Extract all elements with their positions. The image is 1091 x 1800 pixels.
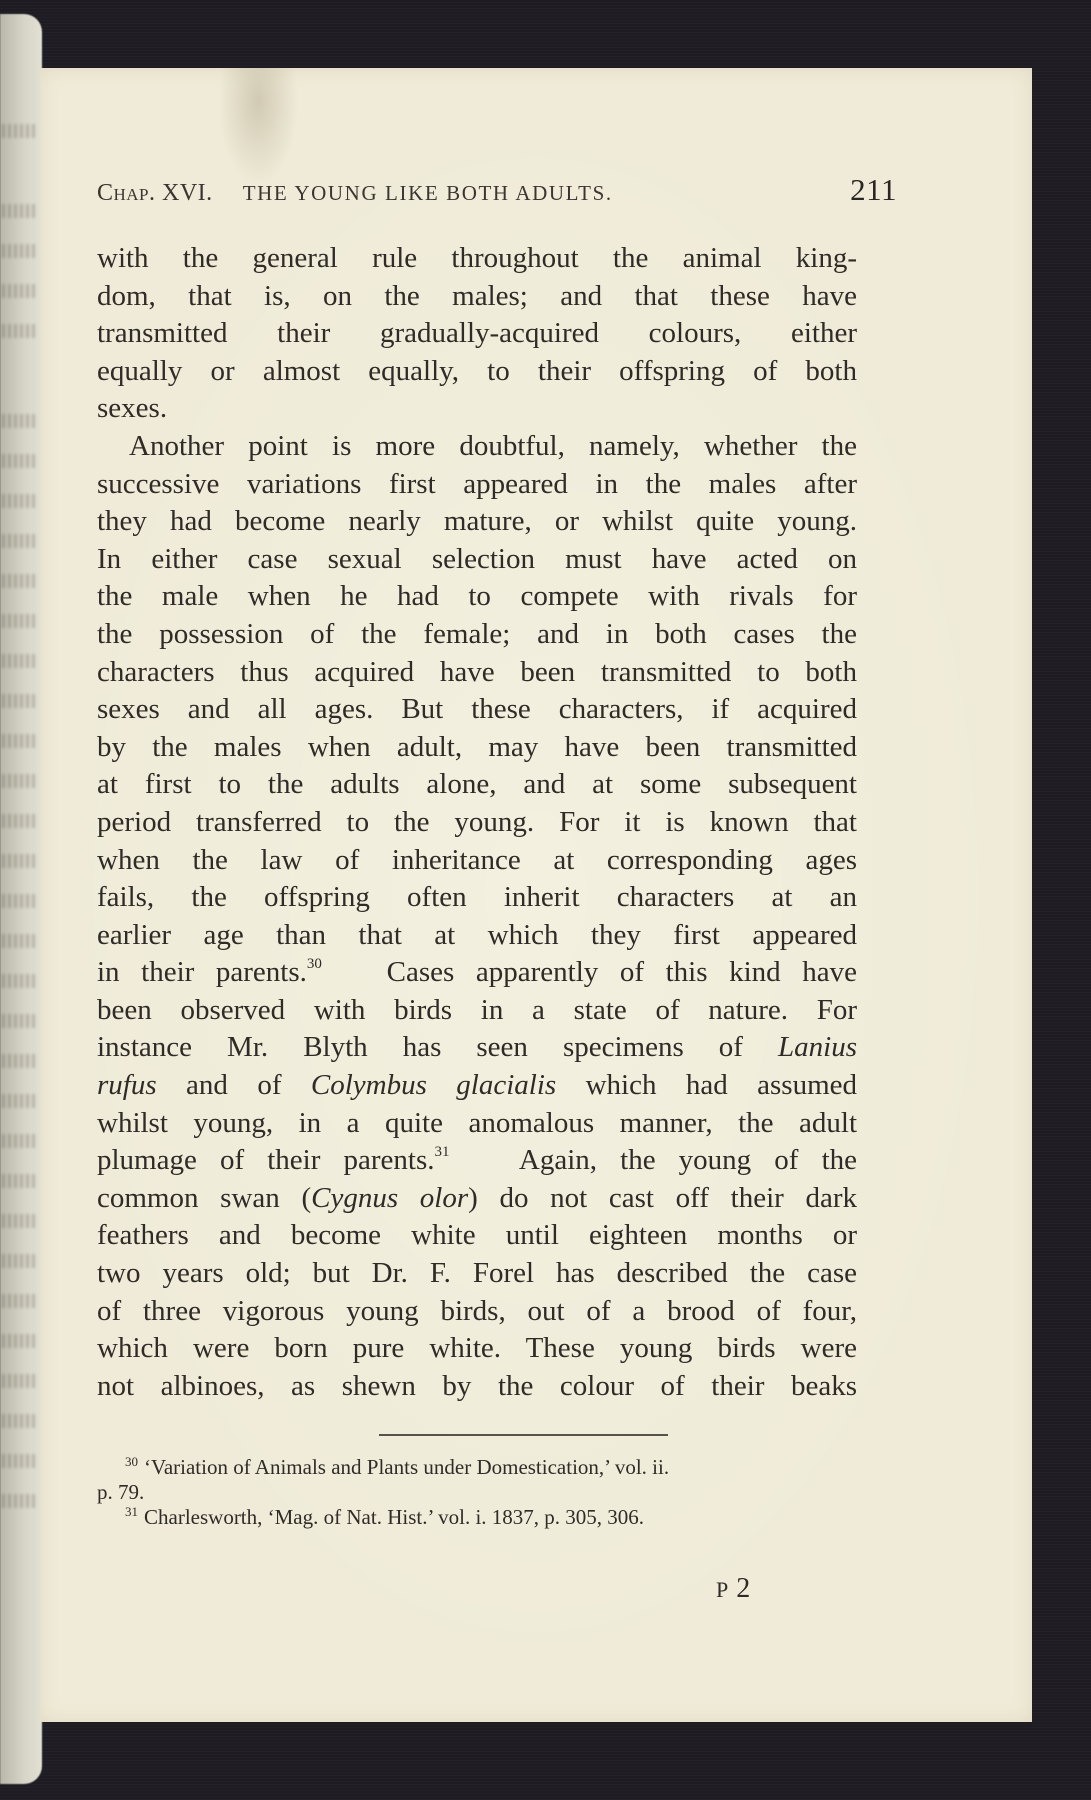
text-fragment: in their parents.	[97, 956, 307, 989]
text-line: they had become nearly mature, or whilst quite young.	[97, 505, 857, 538]
facing-page-ghost-text	[2, 454, 36, 468]
text-fragment: common swan (	[97, 1181, 312, 1214]
text-line	[97, 1067, 857, 1105]
facing-page-ghost-text	[2, 414, 36, 428]
text-line: sexes.	[97, 392, 168, 425]
text-fragment: which had assumed	[585, 1069, 858, 1102]
text-line: of three vigorous young birds, out of a brood of four,	[97, 1294, 857, 1327]
text-line	[97, 954, 857, 992]
text-line: whilst young, in a quite anomalous manner, the adult	[97, 1106, 857, 1139]
facing-page-ghost-text	[2, 1094, 36, 1108]
text-fragment: Cases apparently of this kind have	[386, 956, 858, 989]
text-line: In either case sexual selection must have acted on	[97, 542, 857, 575]
facing-page-ghost-text	[2, 284, 36, 298]
footnotes	[97, 1455, 867, 1530]
facing-page-ghost-text	[2, 534, 36, 548]
facing-page-ghost-text	[2, 1134, 36, 1148]
italic-species-name: Colymbus glacialis	[310, 1069, 557, 1102]
text-fragment: plumage of their parents.	[97, 1144, 435, 1177]
facing-page-ghost-text	[2, 124, 36, 138]
facing-page-ghost-text	[2, 1174, 36, 1188]
facing-page-ghost-text	[2, 774, 36, 788]
page-number: 211	[850, 172, 897, 207]
signature-number: 2	[736, 1573, 759, 1604]
facing-page-ghost-text	[2, 894, 36, 908]
facing-page-ghost-text	[2, 654, 36, 668]
facing-page-ghost-text	[2, 1454, 36, 1468]
text-line: earlier age than that at which they first appeared	[97, 918, 857, 951]
facing-page-ghost-text	[2, 204, 36, 218]
italic-species-name: rufus	[97, 1069, 157, 1102]
footnote-text: Charlesworth, ‘Mag. of Nat. Hist.’ vol. i. 1837, p. 305, 306.	[144, 1505, 645, 1529]
text-line: by the males when adult, may have been transmitted	[97, 730, 857, 763]
text-line: dom, that is, on the males; and that these have	[97, 279, 857, 312]
facing-page-ghost-text	[2, 1054, 36, 1068]
italic-species-name: Cygnus olor	[311, 1181, 469, 1214]
running-title: THE YOUNG LIKE BOTH ADULTS.	[242, 181, 613, 205]
footnote-number: 31	[125, 1504, 138, 1519]
footnote-text: ‘Variation of Animals and Plants under Domestication,’ vol. ii.	[144, 1455, 670, 1479]
text-line: transmitted their gradually-acquired colours, either	[97, 317, 857, 350]
facing-page-ghost-text	[2, 324, 36, 338]
text-line: the possession of the female; and in both cases the	[97, 617, 857, 650]
facing-page-ghost-text	[2, 934, 36, 948]
footnote-30	[97, 1455, 867, 1480]
text-line: not albinoes, as shewn by the colour of their beaks	[97, 1369, 857, 1402]
text-line	[97, 1142, 857, 1180]
facing-page-ghost-text	[2, 734, 36, 748]
text-line: Another point is more doubtful, namely, whether the	[129, 429, 857, 462]
facing-page-ghost-text	[2, 1014, 36, 1028]
facing-page-ghost-text	[2, 1254, 36, 1268]
body-text	[97, 240, 857, 1405]
running-head	[97, 172, 897, 206]
footnote-divider	[379, 1434, 668, 1436]
italic-species-name: Lanius	[778, 1031, 857, 1064]
text-fragment: and of	[186, 1069, 282, 1102]
text-line: sexes and all ages. But these characters, if acquired	[97, 693, 857, 726]
text-line: characters thus acquired have been transmitted to both	[97, 655, 857, 688]
facing-page-ghost-text	[2, 974, 36, 988]
book-page	[40, 68, 1032, 1722]
text-line: equally or almost equally, to their offspring of both	[97, 354, 857, 387]
text-line: at first to the adults alone, and at some subsequent	[97, 768, 857, 801]
text-line: successive variations first appeared in the males after	[97, 467, 857, 500]
facing-page-ghost-text	[2, 494, 36, 508]
footnote-ref-30[interactable]: 30	[306, 956, 322, 973]
text-line	[97, 1029, 857, 1067]
facing-page-ghost-text	[2, 1414, 36, 1428]
text-line: which were born pure white. These young birds were	[97, 1332, 857, 1365]
text-fragment: ) do not cast off their dark	[468, 1181, 857, 1214]
text-line: fails, the offspring often inherit characters at an	[97, 881, 857, 914]
facing-page-ghost-text	[2, 1294, 36, 1308]
facing-page-ghost-text	[2, 244, 36, 258]
footnote-30-continuation: p. 79.	[97, 1480, 145, 1504]
text-fragment: instance Mr. Blyth has seen specimens of	[97, 1031, 743, 1064]
text-line: when the law of inheritance at corresponding ages	[97, 843, 857, 876]
text-line: with the general rule throughout the animal king-	[97, 242, 857, 274]
facing-page-ghost-text	[2, 1334, 36, 1348]
footnote-number: 30	[125, 1454, 138, 1469]
facing-page-ghost-text	[2, 694, 36, 708]
signature-mark	[716, 1573, 758, 1605]
facing-page-ghost-text	[2, 1214, 36, 1228]
text-line: period transferred to the young. For it is known that	[97, 805, 857, 838]
signature-letter: P	[716, 1577, 737, 1602]
footnote-31	[97, 1505, 867, 1530]
facing-page-edge	[0, 14, 42, 1784]
facing-page-ghost-text	[2, 614, 36, 628]
footnote-ref-31[interactable]: 31	[434, 1144, 450, 1161]
text-line: two years old; but Dr. F. Forel has described the case	[97, 1257, 857, 1290]
text-line	[97, 1180, 857, 1218]
facing-page-ghost-text	[2, 574, 36, 588]
facing-page-ghost-text	[2, 814, 36, 828]
text-line: been observed with birds in a state of nature. For	[97, 993, 857, 1026]
text-line: the male when he had to compete with rivals for	[97, 580, 857, 613]
chapter-label: Chap. XVI.	[97, 180, 213, 206]
facing-page-ghost-text	[2, 1374, 36, 1388]
text-fragment: Again, the young of the	[518, 1144, 858, 1177]
text-line: feathers and become white until eighteen months or	[97, 1219, 857, 1252]
facing-page-ghost-text	[2, 854, 36, 868]
facing-page-ghost-text	[2, 1494, 36, 1508]
